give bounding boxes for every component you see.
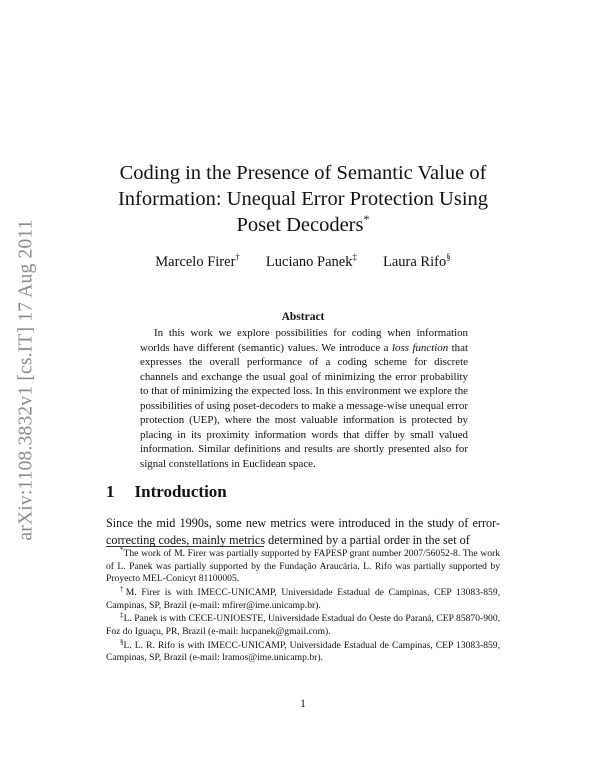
author-name: Luciano Panek	[265, 254, 353, 270]
footnote	[106, 613, 500, 638]
section-body: Since the mid 1990s, some new metrics were introduced in the study of error-correcting codes, mainly metrics determined by a partial order in the set of	[106, 516, 500, 547]
footnote	[106, 548, 500, 586]
author-mark: ‡	[352, 252, 357, 262]
author-name: Marcelo Firer	[155, 254, 236, 270]
footnote-mark: §	[120, 637, 124, 646]
abstract-body	[140, 326, 468, 471]
section-number: 1	[106, 482, 115, 501]
page-number: 1	[300, 698, 306, 710]
author-mark: †	[235, 252, 240, 262]
abstract-heading: Abstract	[281, 311, 325, 323]
title-line-3-text: Poset Decoders	[236, 214, 364, 236]
author	[383, 254, 451, 271]
author-mark: §	[446, 252, 451, 262]
title-line-2: Information: Unequal Error Protection Using	[117, 188, 489, 210]
footnote-text: L. Panek is with CECE-UNIOESTE, Universidade Estadual do Oeste do Paraná, CEP 85870-900, Foz do Iguaçu, PR, Brazil (e-mail: lucpanek@gmail.com).	[106, 613, 501, 637]
arxiv-identifier: arXiv:1108.3832v1 [cs.IT] 17 Aug 2011	[16, 219, 38, 541]
author	[155, 254, 240, 271]
footnote-text: M. Firer is with IMECC-UNICAMP, Universidade Estadual de Campinas, CEP 13083-859, Campinas, SP, Brazil (e-mail: mfirer@ime.unicamp.br).	[106, 586, 501, 611]
footnote-mark: †	[120, 584, 126, 593]
author-name: Laura Rifo	[382, 254, 447, 270]
footnote-mark: ‡	[120, 611, 124, 620]
footnote-text: L. L. R. Rifo is with IMECC-UNICAMP, Universidade Estadual de Campinas, CEP 13083-859, Campinas, SP, Brazil (e-mail: lramos@ime.unicamp.br).	[106, 639, 500, 664]
author-list	[100, 254, 506, 271]
section-heading	[106, 482, 227, 502]
footnotes	[106, 548, 500, 666]
section-title: Introduction	[134, 482, 227, 501]
footnote-mark: *	[120, 546, 124, 554]
footnote	[106, 584, 501, 612]
footnote	[106, 637, 500, 665]
footnote-text: The work of M. Firer was partially supported by FAPESP grant number 2007/56052-8. The work of L. Panek was partially supported by the Fundação Araucária. L. Rifo was partially supported by Proyecto MEL-Conicyt 81100005.	[106, 548, 500, 585]
abstract-emphasis: loss function	[392, 341, 449, 354]
abstract-text-before: In this work we explore possibilities for coding when information worlds have different (semantic) values. We introduce a	[140, 327, 468, 354]
author	[266, 254, 357, 271]
arxiv-stamp	[9, 186, 45, 574]
paper-title	[100, 160, 506, 238]
footnote-rule	[106, 546, 264, 547]
title-line-1: Coding in the Presence of Semantic Value of	[119, 162, 487, 184]
abstract-text-after: that expresses the overall performance of a coding scheme for discrete channels and exchange the usual goal of minimizing the error probability to that of minimizing the expected loss. In this environment we explore the possibilities of using poset-decoders to make a message-wise unequal error protection (UEP), where the most valuable information is protected by placing in its proximity information words that differ by small valued information. Similar definitions and results are shortly presented also for signal constellations in Euclidean space.	[140, 341, 468, 470]
title-line-3	[100, 212, 506, 238]
title-footnote-mark: *	[363, 212, 370, 226]
